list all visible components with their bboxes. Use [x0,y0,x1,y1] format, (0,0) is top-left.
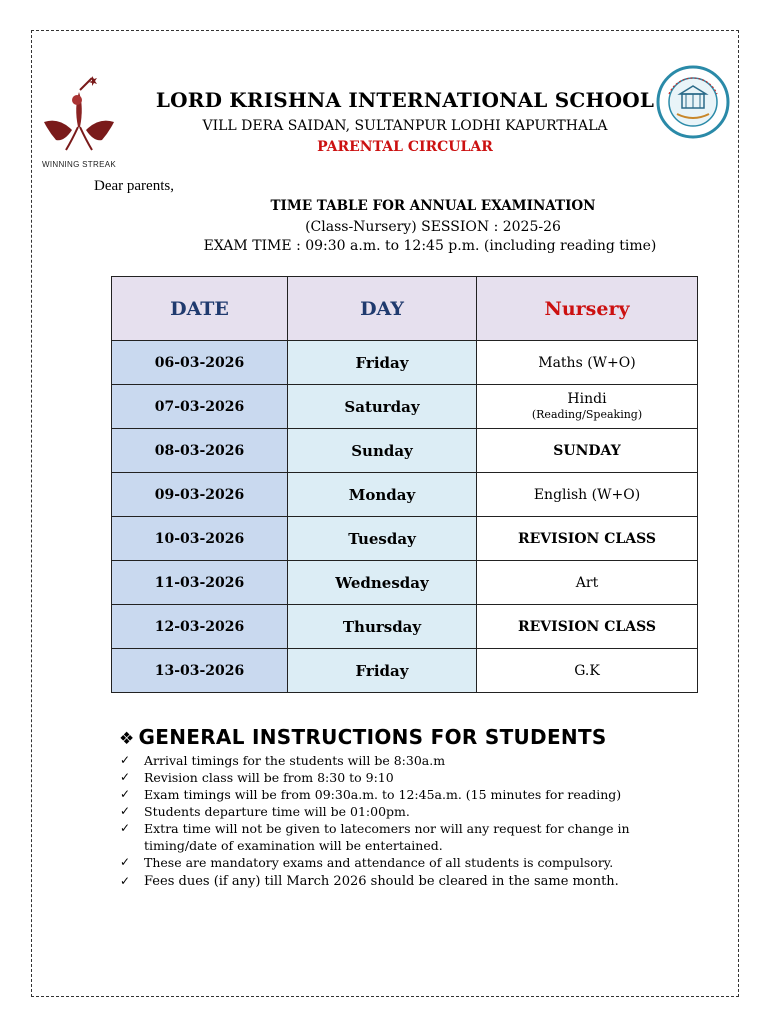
instruction-text: Arrival timings for the students will be 8:30a.m [144,753,446,768]
date-cell: 06-03-2026 [112,341,288,385]
instructions-title-text: GENERAL INSTRUCTIONS FOR STUDENTS [138,725,607,749]
instructions-title [119,725,607,749]
greeting: Dear parents, [94,178,174,194]
subject-cell: Maths (W+O) [477,341,698,385]
date-cell: 11-03-2026 [112,561,288,605]
subject-cell: G.K [477,649,698,693]
table-row [112,341,698,385]
table-row [112,473,698,517]
school-name: LORD KRISHNA INTERNATIONAL SCHOOL [155,88,655,112]
instruction-text: Students departure time will be 01:00pm. [144,804,410,819]
date-cell: 12-03-2026 [112,605,288,649]
table-row [112,649,698,693]
day-cell: Wednesday [288,561,477,605]
cbse-seal [655,64,731,140]
list-item [120,803,680,820]
day-cell: Friday [288,341,477,385]
list-item [120,820,680,854]
day-column-header: DAY [288,277,477,341]
table-row [112,605,698,649]
exam-timetable [111,276,698,693]
day-cell: Saturday [288,385,477,429]
day-cell: Friday [288,649,477,693]
date-cell: 08-03-2026 [112,429,288,473]
list-item [120,854,680,871]
check-icon: ✓ [120,770,131,784]
logo-caption: WINNING STREAK [42,160,116,169]
date-cell: 10-03-2026 [112,517,288,561]
instruction-text: Exam timings will be from 09:30a.m. to 12:45a.m. (15 minutes for reading) [144,787,622,802]
instruction-text: Extra time will not be given to latecomers nor will any request for change in timing/date of examination will be entertained. [144,821,630,853]
subject-cell: REVISION CLASS [477,605,698,649]
check-icon: ✓ [120,787,131,801]
winning-streak-logo-icon [34,72,124,162]
list-item [120,873,680,890]
instruction-text: These are mandatory exams and attendance of all students is compulsory. [144,855,614,870]
day-cell: Thursday [288,605,477,649]
cbse-seal-icon [655,64,731,140]
school-address: VILL DERA SAIDAN, SULTANPUR LODHI KAPURTHALA [202,118,608,134]
subject-cell: English (W+O) [477,473,698,517]
exam-time: EXAM TIME : 09:30 a.m. to 12:45 p.m. (including reading time) [203,238,657,254]
table-row [112,429,698,473]
instruction-text: Revision class will be from 8:30 to 9:10 [144,770,394,785]
day-cell: Monday [288,473,477,517]
subject-cell [477,385,698,429]
check-icon: ✓ [120,874,131,888]
subject-name: Hindi [567,391,607,407]
date-cell: 07-03-2026 [112,385,288,429]
date-cell: 13-03-2026 [112,649,288,693]
check-icon: ✓ [120,753,131,767]
date-cell: 09-03-2026 [112,473,288,517]
date-column-header: DATE [112,277,288,341]
subject-cell: Art [477,561,698,605]
table-row [112,385,698,429]
table-row [112,517,698,561]
subject-cell: REVISION CLASS [477,517,698,561]
list-item [120,752,680,769]
diamond-bullet-icon: ❖ [119,729,135,749]
timetable-title: TIME TABLE FOR ANNUAL EXAMINATION [270,198,596,214]
check-icon: ✓ [120,855,131,869]
list-item [120,786,680,803]
check-icon: ✓ [120,804,131,818]
circular-label: PARENTAL CIRCULAR [317,139,493,155]
day-cell: Tuesday [288,517,477,561]
class-column-header: Nursery [477,277,698,341]
school-logo [34,72,124,182]
instructions-list [120,752,680,890]
day-cell: Sunday [288,429,477,473]
list-item [120,769,680,786]
timetable-session: (Class-Nursery) SESSION : 2025-26 [305,219,561,235]
table-header-row [112,277,698,341]
instruction-text: Fees dues (if any) till March 2026 should be cleared in the same month. [144,874,619,889]
table-row [112,561,698,605]
check-icon: ✓ [120,821,131,835]
subject-note: (Reading/Speaking) [531,408,643,421]
subject-cell: SUNDAY [477,429,698,473]
